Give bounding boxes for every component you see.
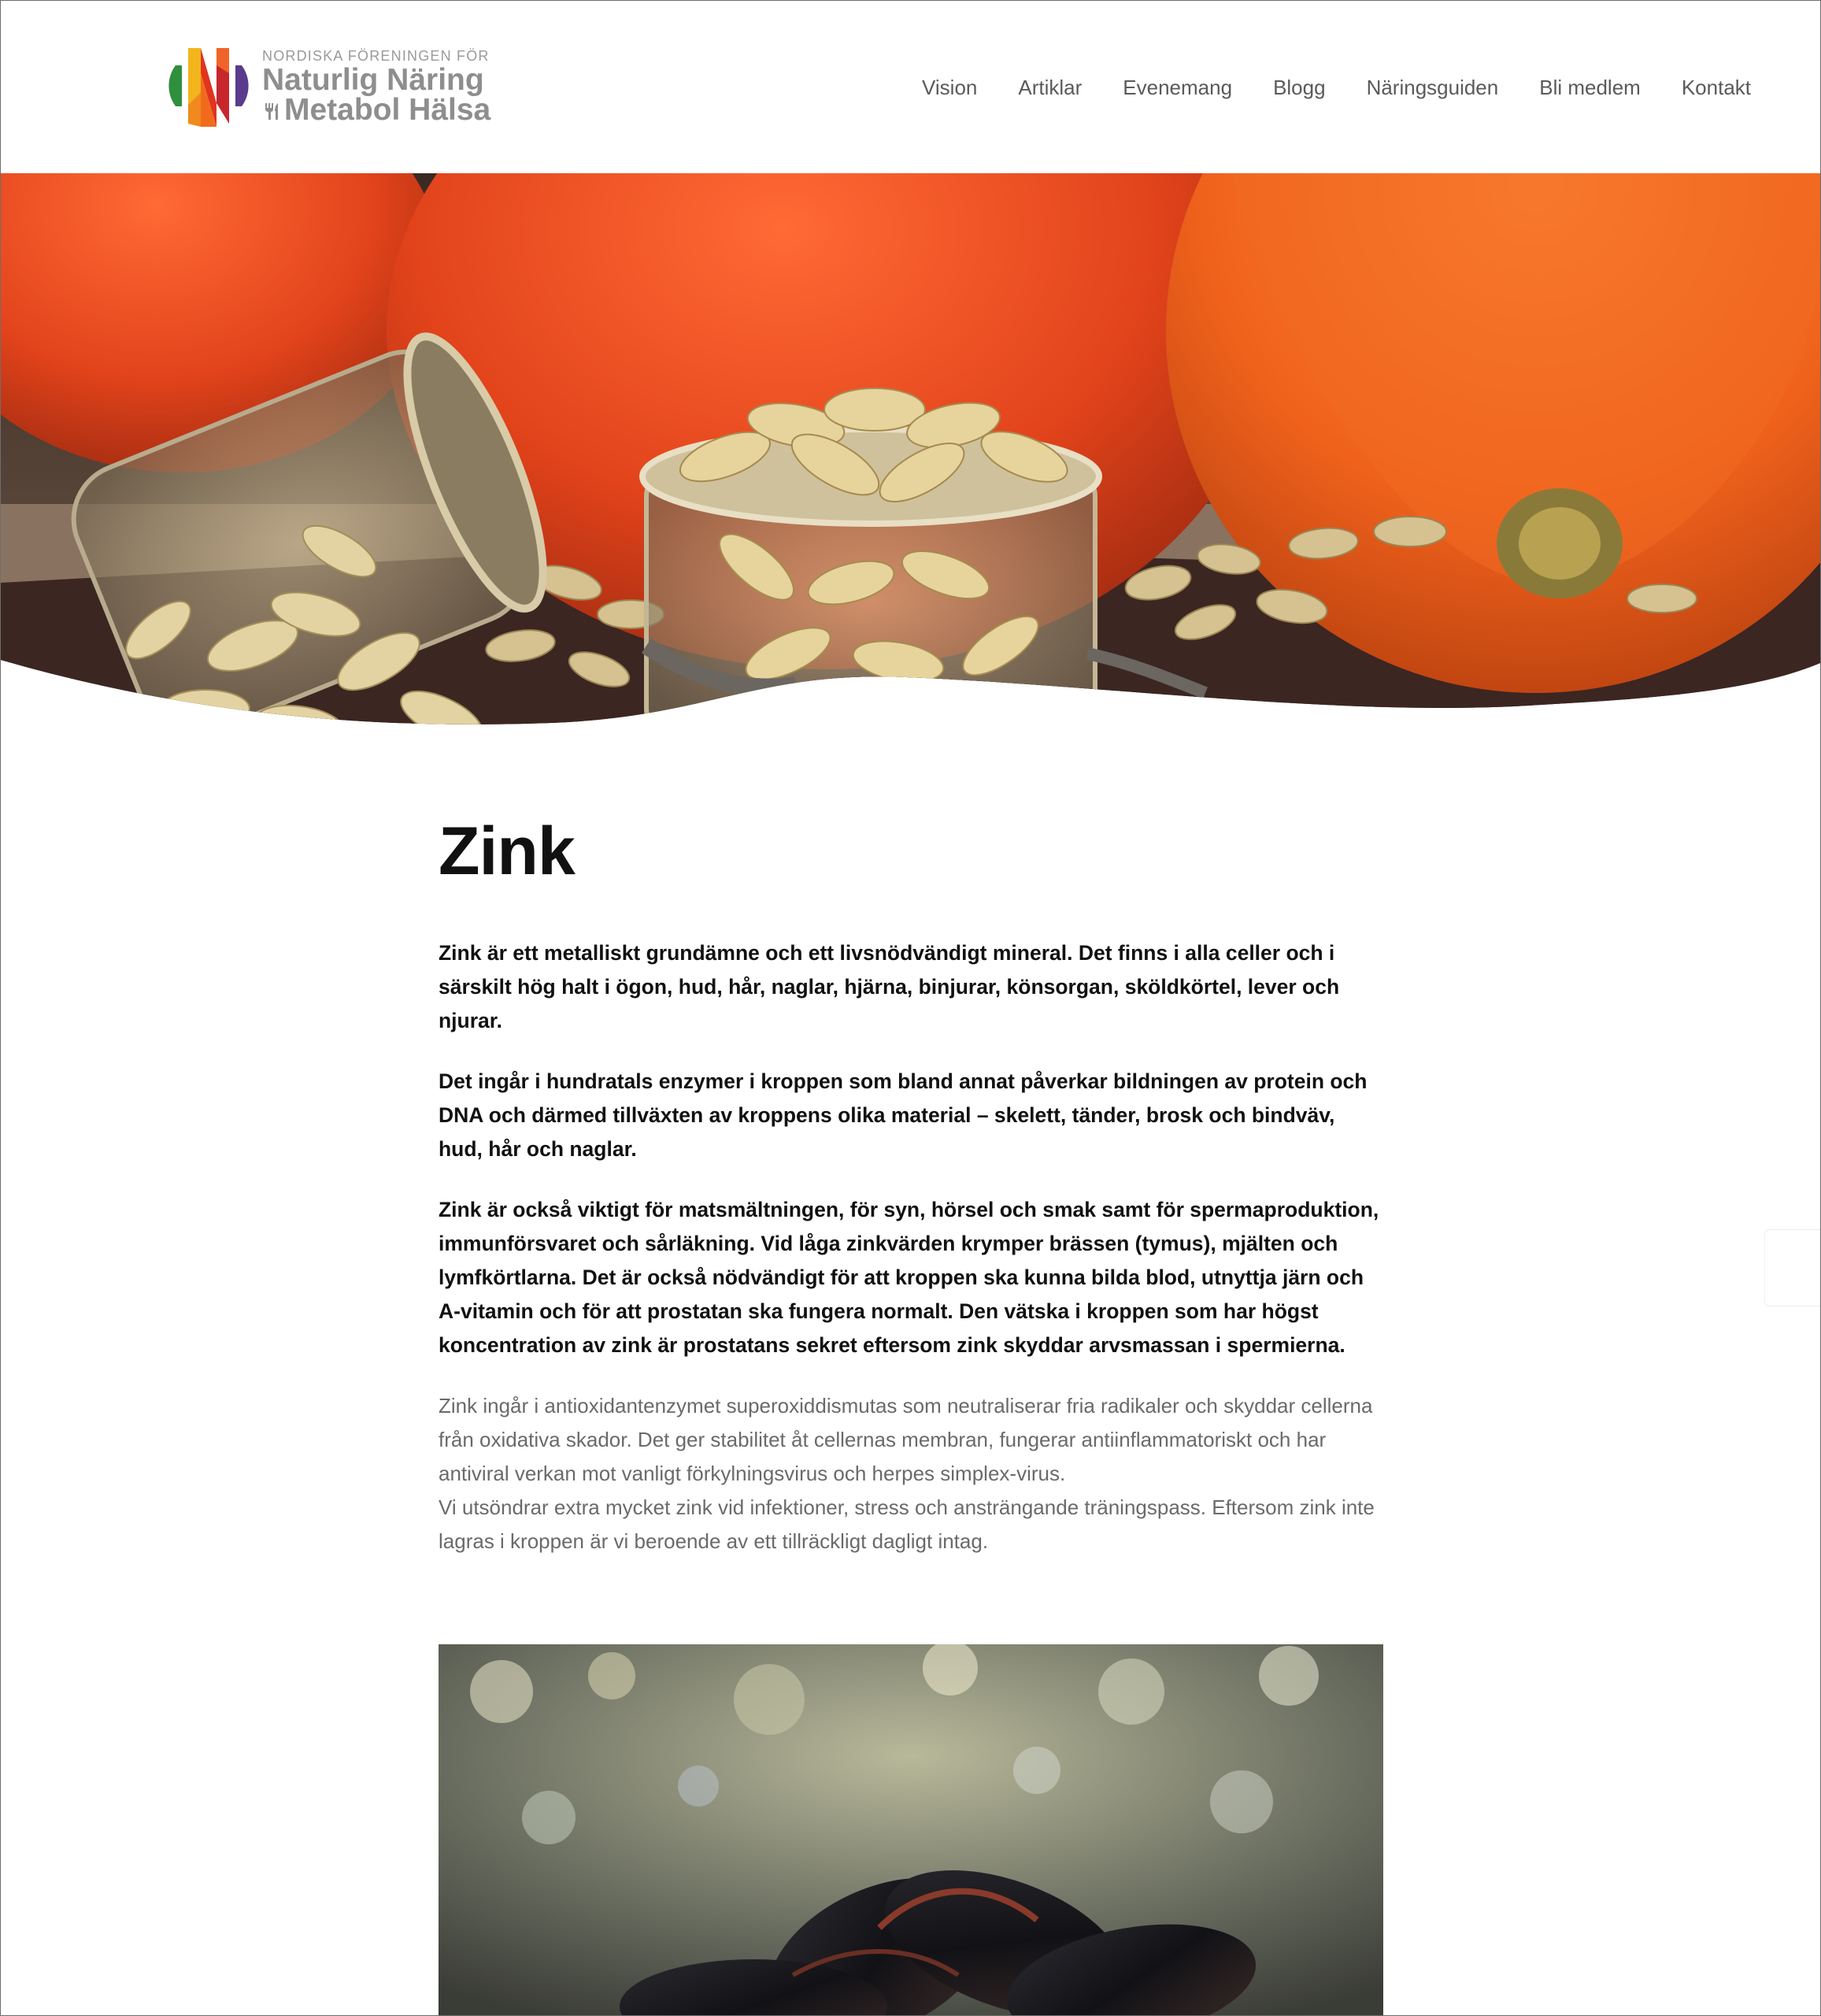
body-paragraph: Zink ingår i antioxidantenzymet superoxiddismutas som neutraliserar fria radikaler och skyddar cellerna från oxidativa skador. Det ger stabilitet åt cellernas membran, fungerar antiinflammatoriskt och har antiviral verkan mot vanligt förkylningsvirus och herpes simplex-virus. <box>439 1394 1373 1485</box>
nav-item-naringsguiden[interactable]: Näringsguiden <box>1366 76 1499 99</box>
logo-line-2 <box>262 92 490 128</box>
hero-image <box>1 173 1820 724</box>
n-letter-logo-icon <box>165 42 253 130</box>
lead-paragraph: Zink är också viktigt för matsmältningen, för syn, hörsel och smak samt för spermaproduktion, immunförsvaret och sårläkning. Vid låga zinkvärden krymper brässen (tymus), mjälten och lymfkörtlarna. Det är också nödvändigt för att kroppen ska kunna bilda blod, utnyttja järn och A-vitamin och för att prostatan ska fungera normalt. Den vätska i kroppen som har högst koncentration av zink är prostatans sekret eftersom zink skyddar arvsmassan i spermierna. <box>439 1198 1379 1357</box>
lead-paragraph: Det ingår i hundratals enzymer i kroppen som bland annat påverkar bildningen av protein och DNA och därmed tillväxten av kroppens olika material – skelett, tänder, brosk och bindväv, hud, hår och naglar. <box>439 1069 1368 1161</box>
mussels-photo <box>439 1644 1383 2016</box>
logo-line-2-text: Metabol Hälsa <box>284 93 491 127</box>
nav-item-kontakt[interactable]: Kontakt <box>1681 76 1751 99</box>
site-logo[interactable] <box>165 42 495 133</box>
nav-item-evenemang[interactable]: Evenemang <box>1123 76 1233 99</box>
nav-item-vision[interactable]: Vision <box>922 76 978 99</box>
nav-item-artiklar[interactable]: Artiklar <box>1018 76 1083 99</box>
logo-line-1: Naturlig Näring <box>262 63 484 97</box>
fork-knife-icon <box>262 101 283 121</box>
nav-item-blogg[interactable]: Blogg <box>1273 76 1326 99</box>
nav-item-bli-medlem[interactable]: Bli medlem <box>1539 76 1641 99</box>
article <box>439 812 1383 1558</box>
site-header <box>1 1 1820 173</box>
body-paragraph: Vi utsöndrar extra mycket zink vid infektioner, stress och ansträngande träningspass. Eftersom zink inte lagras i kroppen är vi beroende av ett tillräckligt dagligt intag. <box>439 1495 1375 1553</box>
side-widget-tab[interactable] <box>1764 1229 1820 1306</box>
main-nav <box>901 70 1771 105</box>
page-title: Zink <box>439 813 575 889</box>
lead-paragraph: Zink är ett metalliskt grundämne och ett livsnödvändigt mineral. Det finns i alla celler och i särskilt hög halt i ögon, hud, hår, naglar, hjärna, binjurar, könsorgan, sköldkörtel, lever och njurar. <box>439 941 1340 1032</box>
logo-tagline: NORDISKA FÖRENINGEN FÖR <box>262 48 490 64</box>
